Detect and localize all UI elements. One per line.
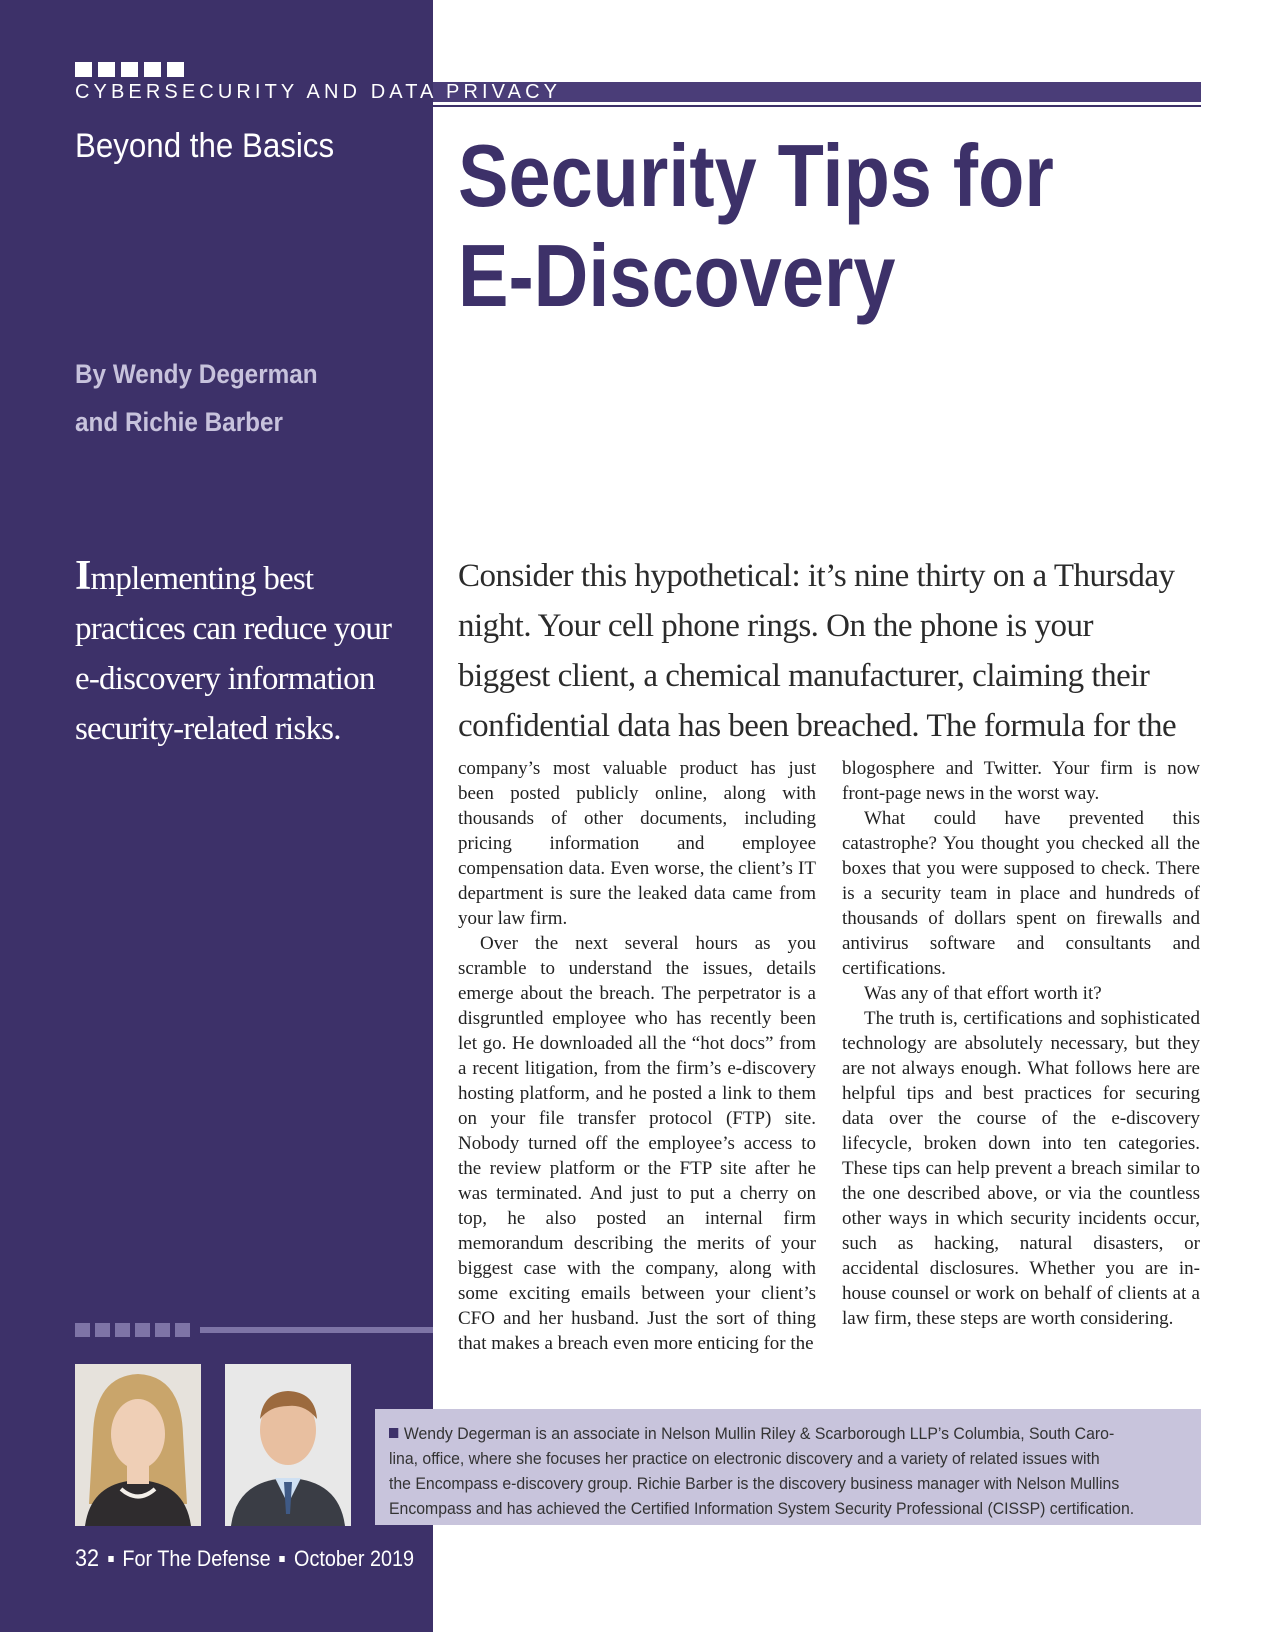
page-footer — [75, 1546, 414, 1572]
bio-bullet — [389, 1428, 398, 1438]
section-label: CYBERSECURITY AND DATA PRIVACY — [75, 81, 562, 103]
body-paragraph: Was any of that effort worth it? — [864, 983, 1102, 1004]
byline-line: By Wendy Degerman — [75, 359, 318, 389]
bio-line-text: Wendy Degerman is an associate in Nelson Mullin Riley & Scarborough LLP’s Columbia, South Caro- — [403, 1424, 1115, 1443]
sidebar-panel — [0, 0, 433, 1632]
deck-line: e-discovery information — [75, 661, 375, 697]
title-line: Security Tips for — [458, 126, 1054, 225]
body-paragraph: blogosphere and Twitter. Your firm is now front-page news in the worst way. — [842, 758, 1200, 804]
issue-date: October 2019 — [294, 1546, 415, 1571]
lead-line: Consider this hypothetical: it’s nine thirty on a Thursday — [458, 558, 1175, 594]
bio-line: lina, office, where she focuses her practice on electronic discovery and a variety of related issues with — [389, 1449, 1100, 1468]
author-bio-box — [375, 1409, 1201, 1525]
decorative-squares-bottom — [75, 1323, 190, 1337]
decorative-bar-bottom — [200, 1327, 433, 1333]
lead-line: night. Your cell phone rings. On the phone is your — [458, 608, 1093, 644]
deck-line: practices can reduce your — [75, 611, 392, 647]
title-line: E-Discovery — [458, 226, 896, 325]
section-header-rule — [433, 105, 1201, 107]
deck-line — [75, 551, 420, 604]
body-paragraph: Over the next several hours as you scramble to understand the issues, details emerge about the breach. The perpetrator is a disgruntled employee who has recently been let go. He downloaded all the “hot docs” from a recent litigation, from the firm’s e-discovery hosting platform, and he posted a link to them on your file transfer protocol (FTP) site. Nobody turned off the employee’s access to the review platform or the FTP site after he was terminated. And just to put a cherry on top, he also posted an internal firm memorandum describing the merits of your biggest case with the company, along with some exciting emails between your client’s CFO and her husband. Just the sort of thing that makes a breach even more enticing for the — [458, 933, 816, 1354]
author-photo-richie — [225, 1364, 351, 1526]
author-photo-wendy — [75, 1364, 201, 1526]
byline-line: and Richie Barber — [75, 407, 283, 437]
bio-line — [389, 1421, 1131, 1446]
kicker: Beyond the Basics — [75, 127, 335, 165]
deck-line-text: mplementing best — [90, 561, 314, 597]
lead-line: biggest client, a chemical manufacturer, claiming their — [458, 658, 1150, 694]
deck-line: security-related risks. — [75, 711, 341, 747]
decorative-squares-top — [75, 62, 184, 77]
body-paragraph: company’s most valuable product has just been posted publicly online, along with thousands of other documents, including pricing information and employee compensation data. Even worse, the client’s IT department is sure the leaked data came from your law firm. — [458, 758, 816, 929]
page-number: 32 — [75, 1545, 100, 1572]
body-column-2 — [842, 756, 1200, 1331]
publication-name: For The Defense — [122, 1546, 271, 1571]
bio-line: Encompass and has achieved the Certified Information System Security Professional (CISSP) certification. — [389, 1499, 1135, 1518]
body-paragraph: The truth is, certifications and sophisticated technology are absolutely necessary, but they are not always enough. What follows here are helpful tips and best practices for securing data over the course of the e-discovery lifecycle, broken down into ten categories. These tips can help prevent a breach similar to the one described above, or via the countless other ways in which security incidents occur, such as hacking, natural disasters, or accidental disclosures. Whether you are in-house counsel or work on behalf of clients at a law firm, these steps are worth considering. — [842, 1008, 1200, 1329]
article-title — [458, 126, 1112, 326]
body-column-1 — [458, 756, 816, 1356]
lead-paragraph — [458, 551, 1218, 751]
deck-drop-cap: I — [75, 553, 91, 599]
bio-line: the Encompass e-discovery group. Richie Barber is the discovery business manager with Nelson Mullins — [389, 1474, 1120, 1493]
deck — [75, 551, 420, 754]
separator-dot — [280, 1556, 285, 1562]
separator-dot — [108, 1556, 113, 1562]
body-paragraph: What could have prevented this catastrophe? You thought you checked all the boxes that you were supposed to check. There is a security team in place and hundreds of thousands of dollars spent on firewalls and antivirus software and consultants and certifications. — [842, 808, 1200, 979]
lead-line: confidential data has been breached. The formula for the — [458, 708, 1177, 744]
